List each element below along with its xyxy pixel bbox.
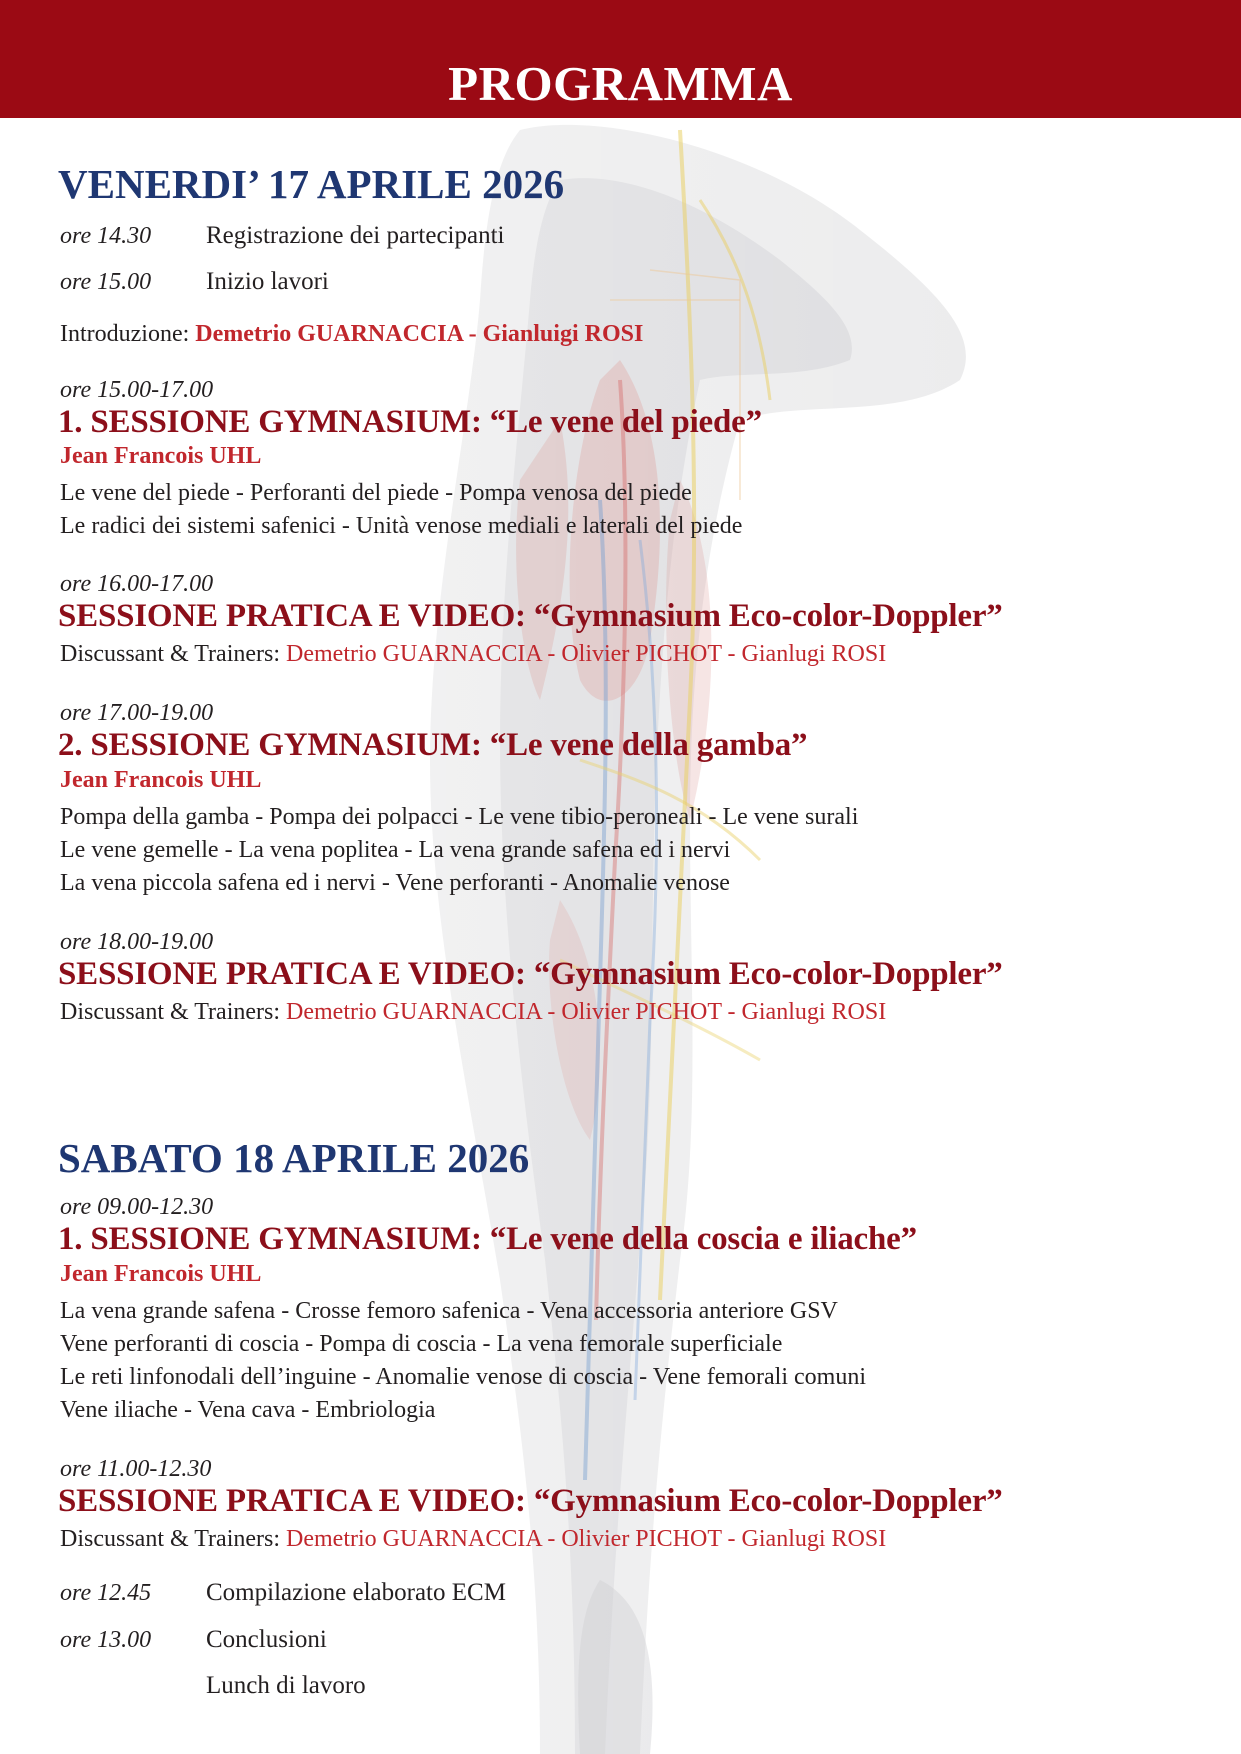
- saturday-session-1-topic-3: Le reti linfonodali dell’inguine - Anomalie venose di coscia - Vene femorali comuni: [60, 1364, 866, 1390]
- trainers-label: Discussant & Trainers:: [60, 1526, 281, 1552]
- saturday-practical-1-trainers: [60, 1526, 886, 1553]
- time-session-1: ore 15.00-17.00: [60, 377, 214, 403]
- time-session-2: ore 17.00-19.00: [60, 700, 214, 726]
- practical-2-trainers: [60, 999, 886, 1026]
- time-conclusions: ore 13.00: [60, 1627, 152, 1653]
- trainers-names: Demetrio GUARNACCIA - Olivier PICHOT - Gianlugi ROSI: [286, 999, 887, 1025]
- saturday-session-1-topic-4: Vene iliache - Vena cava - Embriologia: [60, 1397, 436, 1423]
- trainers-names: Demetrio GUARNACCIA - Olivier PICHOT - Gianlugi ROSI: [286, 1526, 887, 1552]
- activity-registration: Registrazione dei partecipanti: [206, 222, 505, 249]
- session-2-speaker: Jean Francois UHL: [60, 767, 262, 793]
- session-1-speaker: Jean Francois UHL: [60, 443, 262, 469]
- saturday-session-1-title: 1. SESSIONE GYMNASIUM: “Le vene della coscia e iliache”: [58, 1221, 917, 1257]
- session-2-title: 2. SESSIONE GYMNASIUM: “Le vene della gamba”: [58, 727, 808, 763]
- session-2-topic-2: Le vene gemelle - La vena poplitea - La vena grande safena ed i nervi: [60, 837, 731, 863]
- saturday-session-1-speaker: Jean Francois UHL: [60, 1261, 262, 1287]
- activity-lunch: Lunch di lavoro: [206, 1672, 366, 1699]
- day-heading-friday: VENERDI’ 17 APRILE 2026: [58, 161, 565, 207]
- session-2-topic-3: La vena piccola safena ed i nervi - Vene perforanti - Anomalie venose: [60, 870, 730, 896]
- introduction-label: Introduzione:: [60, 321, 190, 347]
- time-start: ore 15.00: [60, 269, 152, 295]
- saturday-practical-1-title: SESSIONE PRATICA E VIDEO: “Gymnasium Eco-color-Doppler”: [58, 1483, 1003, 1519]
- time-ecm: ore 12.45: [60, 1580, 152, 1606]
- page-title: PROGRAMMA: [448, 56, 793, 111]
- time-saturday-practical-1: ore 11.00-12.30: [60, 1456, 212, 1482]
- activity-conclusions: Conclusioni: [206, 1626, 327, 1653]
- time-practical-2: ore 18.00-19.00: [60, 929, 214, 955]
- session-1-topic-2: Le radici dei sistemi safenici - Unità venose mediali e laterali del piede: [60, 513, 743, 539]
- day-heading-saturday: SABATO 18 APRILE 2026: [58, 1135, 530, 1181]
- trainers-label: Discussant & Trainers:: [60, 999, 281, 1025]
- time-registration: ore 14.30: [60, 223, 152, 249]
- practical-1-trainers: [60, 641, 886, 668]
- introduction-names: Demetrio GUARNACCIA - Gianluigi ROSI: [195, 321, 644, 347]
- trainers-names: Demetrio GUARNACCIA - Olivier PICHOT - Gianlugi ROSI: [286, 641, 887, 667]
- practical-1-title: SESSIONE PRATICA E VIDEO: “Gymnasium Eco-color-Doppler”: [58, 598, 1003, 634]
- trainers-label: Discussant & Trainers:: [60, 641, 281, 667]
- activity-start: Inizio lavori: [206, 268, 329, 295]
- practical-2-title: SESSIONE PRATICA E VIDEO: “Gymnasium Eco-color-Doppler”: [58, 956, 1003, 992]
- session-1-title: 1. SESSIONE GYMNASIUM: “Le vene del piede”: [58, 404, 762, 440]
- session-2-topic-1: Pompa della gamba - Pompa dei polpacci - Le vene tibio-peroneali - Le vene surali: [60, 804, 859, 830]
- time-saturday-session-1: ore 09.00-12.30: [60, 1194, 214, 1220]
- saturday-session-1-topic-1: La vena grande safena - Crosse femoro safenica - Vena accessoria anteriore GSV: [60, 1298, 838, 1324]
- session-1-topic-1: Le vene del piede - Perforanti del piede - Pompa venosa del piede: [60, 480, 692, 506]
- activity-ecm: Compilazione elaborato ECM: [206, 1579, 506, 1606]
- introduction-line: [60, 321, 643, 348]
- time-practical-1: ore 16.00-17.00: [60, 571, 214, 597]
- saturday-session-1-topic-2: Vene perforanti di coscia - Pompa di coscia - La vena femorale superficiale: [60, 1331, 783, 1357]
